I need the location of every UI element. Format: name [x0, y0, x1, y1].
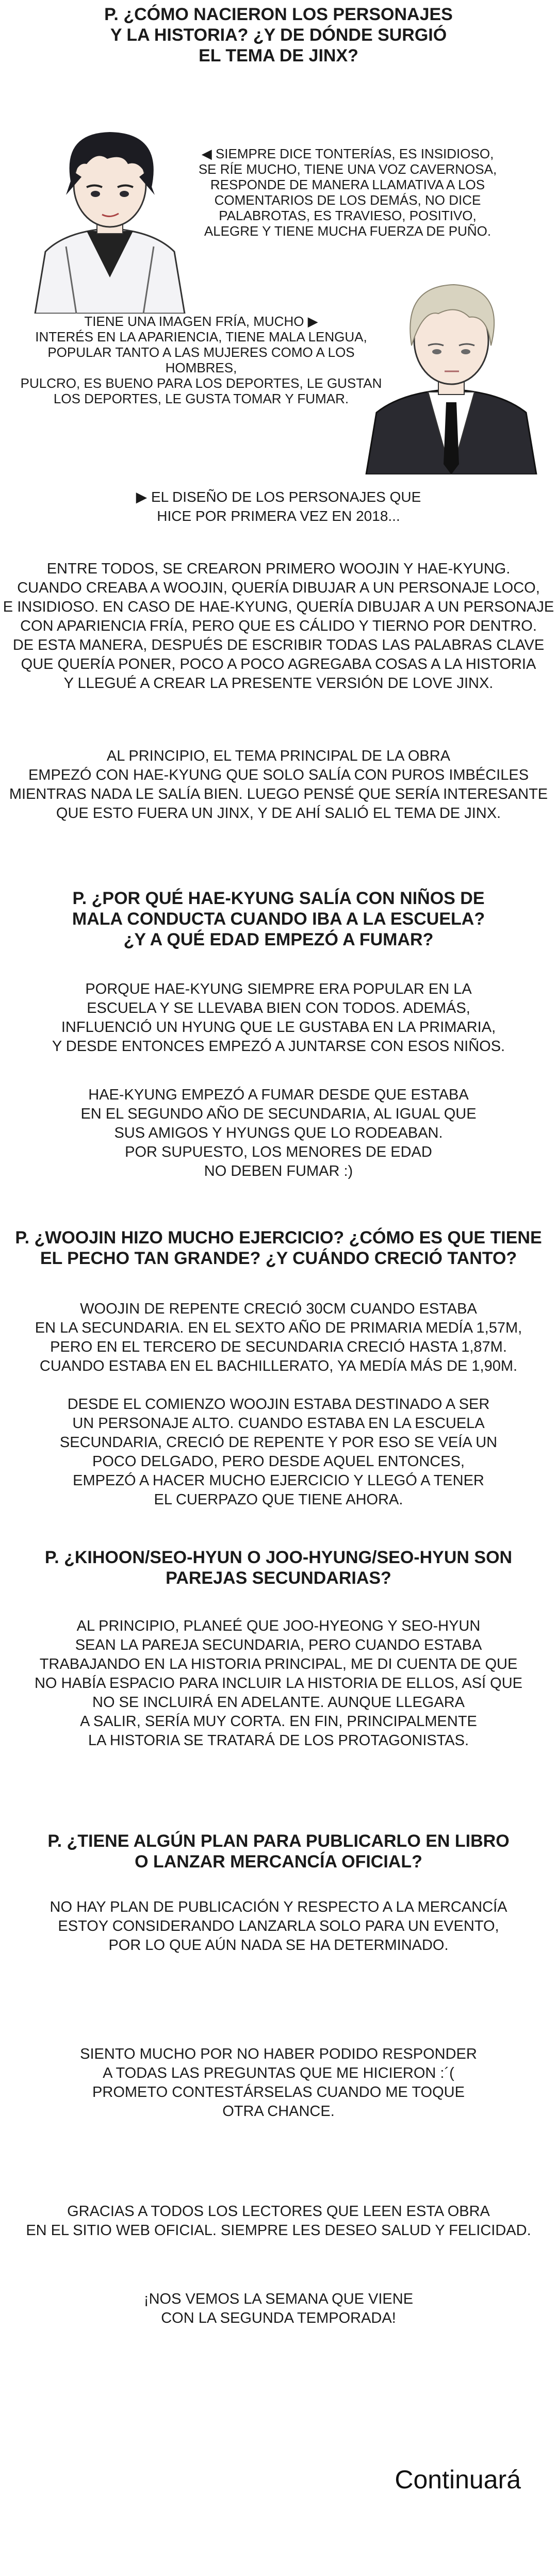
- answer-paragraph: HAE-KYUNG EMPEZÓ A FUMAR DESDE QUE ESTABA EN EL SEGUNDO AÑO DE SECUNDARIA, AL IGUAL QUE SUS AMIGOS Y HYUNGS QUE LO RODEABAN. POR SUPUESTO, LOS MENORES DE EDAD NO DEBEN FUMAR :): [80, 1087, 477, 1179]
- question-heading: P. ¿CÓMO NACIERON LOS PERSONAJES Y LA HISTORIA? ¿Y DE DÓNDE SURGIÓ EL TEMA DE JINX?: [104, 5, 453, 65]
- answer-paragraph: DESDE EL COMIENZO WOOJIN ESTABA DESTINADO A SER UN PERSONAJE ALTO. CUANDO ESTABA EN LA ESCUELA SECUNDARIA, CRECIÓ DE REPENTE Y POR ESO SE VEÍA UN POCO DELGADO, PERO DESDE AQUEL ENTONCES, EMPEZÓ A HACER MUCHO EJERCICIO Y LLEGÓ A TENER EL CUERPAZO QUE TIENE AHORA.: [59, 1396, 498, 1508]
- question-heading: P. ¿KIHOON/SEO-HYUN O JOO-HYUNG/SEO-HYUN SON PAREJAS SECUNDARIAS?: [44, 1548, 513, 1588]
- design-note: ▶ EL DISEÑO DE LOS PERSONAJES QUE HICE POR PRIMERA VEZ EN 2018...: [136, 489, 421, 524]
- question-heading: P. ¿POR QUÉ HAE-KYUNG SALÍA CON NIÑOS DE MALA CONDUCTA CUANDO IBA A LA ESCUELA? ¿Y A QUÉ EDAD EMPEZÓ A FUMAR?: [72, 889, 485, 949]
- closing-paragraph: ¡NOS VEMOS LA SEMANA QUE VIENE CON LA SEGUNDA TEMPORADA!: [143, 2291, 414, 2326]
- continue-label: Continuará: [395, 2465, 521, 2494]
- closing-paragraph: SIENTO MUCHO POR NO HABER PODIDO RESPONDER A TODAS LAS PREGUNTAS QUE ME HICIERON :´( PROMETO CONTESTÁRSELAS CUANDO ME TOQUE OTRA CHANCE.: [80, 2046, 477, 2120]
- closing-paragraph: GRACIAS A TODOS LOS LECTORES QUE LEEN ESTA OBRA EN EL SITIO WEB OFICIAL. SIEMPRE LES DESEO SALUD Y FELICIDAD.: [26, 2203, 531, 2239]
- answer-paragraph: AL PRINCIPIO, EL TEMA PRINCIPAL DE LA OBRA EMPEZÓ CON HAE-KYUNG QUE SOLO SALÍA CON PUROS IMBÉCILES MIENTRAS NADA LE SALÍA BIEN. LUEGO PENSÉ QUE SERÍA INTERESANTE QUE ESTO FUERA UN JINX, Y DE AHÍ SALIÓ EL TEMA DE JINX.: [9, 748, 548, 822]
- answer-paragraph: NO HAY PLAN DE PUBLICACIÓN Y RESPECTO A LA MERCANCÍA ESTOY CONSIDERANDO LANZARLA SOLO PARA UN EVENTO, POR LO QUE AÚN NADA SE HA DETERMINADO.: [50, 1899, 507, 1954]
- haekyung-caption: TIENE UNA IMAGEN FRÍA, MUCHO ▶ INTERÉS EN LA APARIENCIA, TIENE MALA LENGUA, POPULAR TANTO A LAS MUJERES COMO A LOS HOMBRES, PULCRO, ES BUENO PARA LOS DEPORTES, LE GUSTAN LOS DEPORTES, LE GUSTA TOMAR Y FUMAR.: [20, 314, 382, 406]
- answer-paragraph: PORQUE HAE-KYUNG SIEMPRE ERA POPULAR EN LA ESCUELA Y SE LLEVABA BIEN CON TODOS. ADEMÁS, INFLUENCIÓ UN HYUNG QUE LE GUSTABA EN LA PRIMARIA, Y DESDE ENTONCES EMPEZÓ A JUNTARSE CON ESOS NIÑOS.: [52, 981, 505, 1055]
- answer-paragraph: ENTRE TODOS, SE CREARON PRIMERO WOOJIN Y HAE-KYUNG. CUANDO CREABA A WOOJIN, QUERÍA DIBUJAR A UN PERSONAJE LOCO, E INSIDIOSO. EN CASO DE HAE-KYUNG, QUERÍA DIBUJAR A UN PERSONAJE CON APARIENCIA FRÍA, PERO QUE ES CÁLIDO Y TIERNO POR DENTRO. DE ESTA MANERA, DESPUÉS DE ESCRIBIR TODAS LAS PALABRAS CLAVE QUE QUERÍA PONER, POCO A POCO AGREGABA COSAS A LA HISTORIA Y LLEGUÉ A CREAR LA PRESENTE VERSIÓN DE LOVE JINX.: [3, 561, 554, 692]
- question-heading: P. ¿WOOJIN HIZO MUCHO EJERCICIO? ¿CÓMO ES QUE TIENE EL PECHO TAN GRANDE? ¿Y CUÁNDO CRECIÓ TANTO?: [15, 1228, 542, 1268]
- question-heading: P. ¿TIENE ALGÚN PLAN PARA PUBLICARLO EN LIBRO O LANZAR MERCANCÍA OFICIAL?: [47, 1831, 510, 1872]
- answer-paragraph: AL PRINCIPIO, PLANEÉ QUE JOO-HYEONG Y SEO-HYUN SEAN LA PAREJA SECUNDARIA, PERO CUANDO ESTABA TRABAJANDO EN LA HISTORIA PRINCIPAL, ME DI CUENTA DE QUE NO HABÍA ESPACIO PARA INCLUIR LA HISTORIA DE ELLOS, ASÍ QUE NO SE INCLUIRÁ EN ADELANTE. AUNQUE LLEGARA A SALIR, SERÍA MUY CORTA. EN FIN, PRINCIPALMENTE LA HISTORIA SE TRATARÁ DE LOS PROTAGONISTAS.: [34, 1618, 523, 1749]
- woojin-character-illustration: [25, 123, 195, 314]
- woojin-caption: ◀ SIEMPRE DICE TONTERÍAS, ES INSIDIOSO, SE RÍE MUCHO, TIENE UNA VOZ CAVERNOSA, RESPONDE DE MANERA LLAMATIVA A LOS COMENTARIOS DE LOS DEMÁS, NO DICE PALABROTAS, ES TRAVIESO, POSITIVO, ALEGRE Y TIENE MUCHA FUERZA DE PUÑO.: [198, 146, 497, 239]
- answer-paragraph: WOOJIN DE REPENTE CRECIÓ 30CM CUANDO ESTABA EN LA SECUNDARIA. EN EL SEXTO AÑO DE PRIMARIA MEDÍA 1,57M, PERO EN EL TERCERO DE SECUNDARIA CRECIÓ HASTA 1,87M. CUANDO ESTABA EN EL BACHILLERATO, YA MEDÍA MÁS DE 1,90M.: [35, 1301, 522, 1374]
